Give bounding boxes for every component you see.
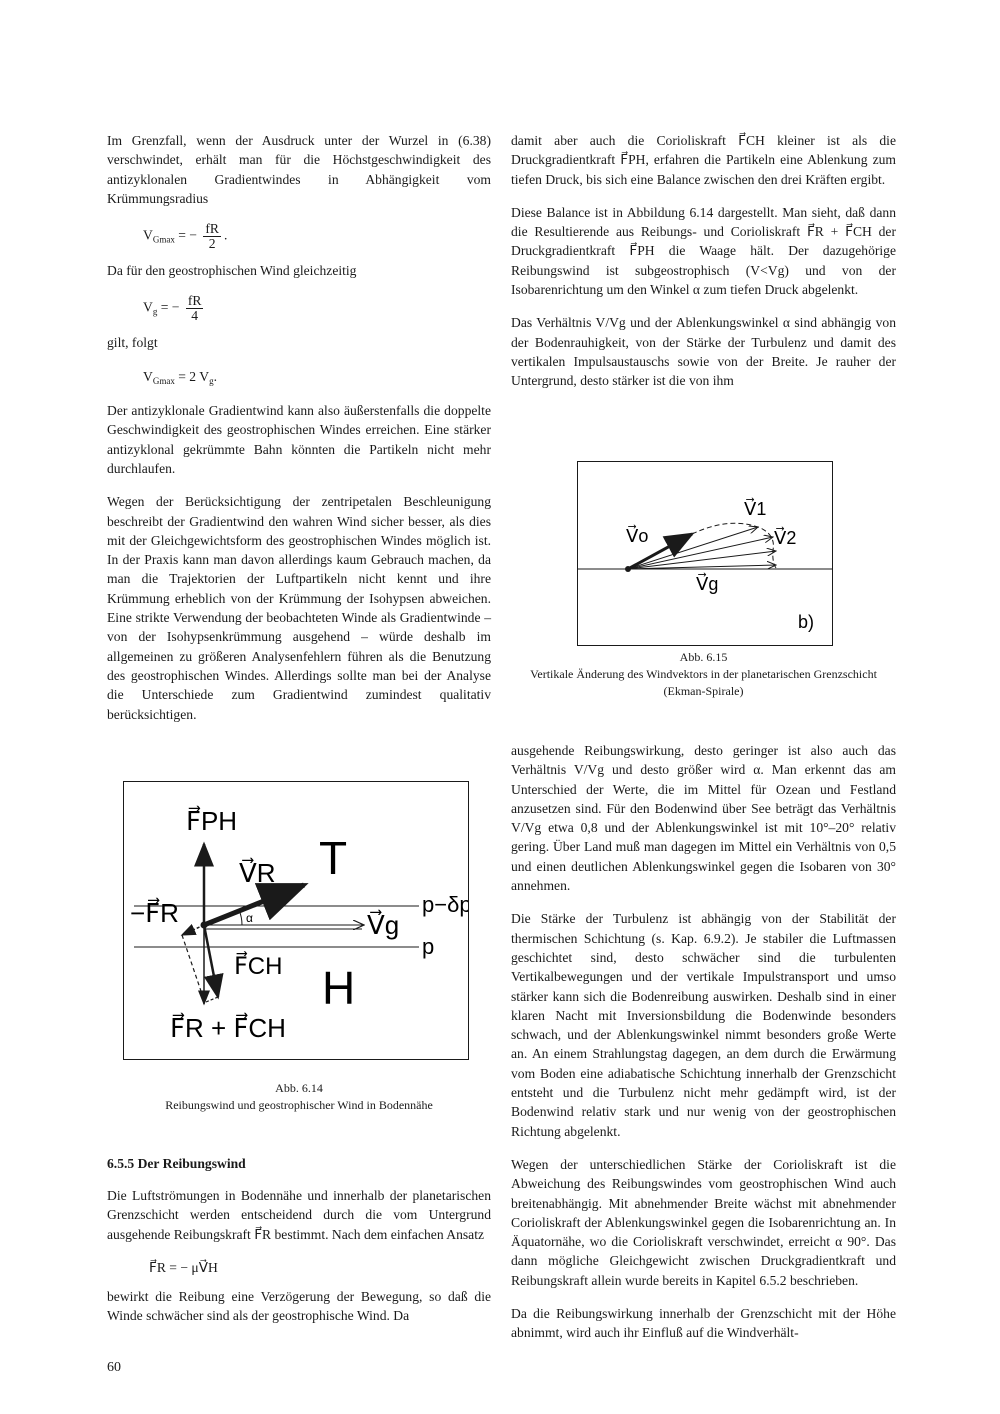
label-T: T: [319, 832, 348, 884]
paragraph: Da für den geostrophischen Wind gleichzeitig: [107, 263, 357, 279]
label-p-minus-dp: p−δp: [422, 892, 468, 917]
label-p: p: [422, 934, 435, 959]
right-column-bottom: [511, 741, 896, 1357]
paragraph: Da die Reibungswirkung innerhalb der Grenzschicht mit der Höhe abnimmt, wird auch ihr Einfluß auf die Windverhält-: [511, 1306, 896, 1341]
paragraph: Wegen der unterschiedlichen Stärke der Corioliskraft ist die Abweichung des Reibungswindes vom geostrophischen Wind auch breitenabhängig. Mit abnehmender Breite wächst mit abnehmender Corioliskraft der Ablenkungswinkel gegen die Isobarenrichtung an. In Äquatornähe, wo die Corioliskraft verschwindet, erreicht α 90°. Das dann mögliche Gleichgewicht zwischen Druckgradientkraft und Reibungskraft allein wurde bereits in Kapitel 6.5.2 beschrieben.: [511, 1156, 896, 1288]
page-number: 60: [107, 1360, 121, 1375]
figure-6-14: [123, 781, 469, 1060]
paragraph: Wegen der Berücksichtigung der zentripetalen Beschleunigung beschreibt der Gradientwind den wahren Wind sicher besser, als dies mit der Gleichgewichtsform des geostrophischen Windes möglich ist. In der Praxis kann man davon allerdings kaum Gebrauch machen, da man die Trajektorien der Luftpartikeln nicht kennt und ihre Krümmung erheblich von der Krümmung der Isohypsen abweichen. Eine strikte Verwendung der beobachteten Winde als Gradientwinde – von der Isohypsenkrümmung ausgehend – würde deshalb im allgemeinen zu größeren Analysenfehlern führen als die Benutzung des geostrophischen Windes. Allerdings sollte man bei der Analyse die Unterschiede zum Gradientwind zumindest qualitativ berücksichtigen.: [107, 494, 491, 722]
label-fch: F⃗CH: [234, 953, 283, 980]
label-vg: V⃗g: [696, 574, 719, 594]
label-v1: V⃗1: [744, 499, 767, 519]
label-fph: F⃗PH: [186, 806, 238, 836]
paragraph: bewirkt die Reibung eine Verzögerung der Bewegung, so daß die Winde schwächer sind als der geostrophische Wind. Da: [107, 1289, 491, 1324]
paragraph: gilt, folgt: [107, 335, 158, 351]
vg-arrow: [628, 565, 776, 569]
fch-arrow: [204, 925, 218, 997]
figure-6-15: [577, 461, 833, 646]
paragraph: Die Luftströmungen in Bodennähe und innerhalb der planetarischen Grenzschicht werden entscheidend durch die vom Untergrund ausgehende Reibungskraft F⃗R bestimmt. Nach dem einfachen Ansatz: [107, 1188, 491, 1242]
vr-arrow: [204, 885, 304, 925]
left-column: [107, 131, 491, 738]
label-fr: −F⃗R: [130, 898, 179, 928]
right-column: [511, 131, 896, 405]
equation-friction: F⃗R = − μV⃗H: [149, 1259, 218, 1275]
label-alpha: α: [246, 911, 253, 925]
label-vg: V⃗g: [367, 910, 400, 940]
paragraph: ausgehende Reibungswirkung, desto geringer ist also auch das Verhältnis V/Vg und desto größer wird α. Man erkennt das am Unterschied der Werte, die im Mittel für Ozean und Festland anzusetzen sind. Für den Bodenwind über See beträgt das Verhältnis V/Vg etwa 0,8 und der Ablenkungswinkel ist mit 10°–20° relativ gering. Über Land muß man dagegen im Mittel ein Verhältnis von 0,5 und einen deutlichen Ablenkungswinkel gegen die Isobaren von 30° annehmen.: [511, 743, 896, 894]
section-heading: 6.5.5 Der Reibungswind: [107, 1156, 246, 1171]
paragraph: Im Grenzfall, wenn der Ausdruck unter der Wurzel in (6.38) verschwindet, erhält man für die Höchstgeschwindigkeit des antizyklonalen Gradientwindes in Abhängigkeit vom Krümmungsradius: [107, 133, 491, 206]
figure-6-15-diagram: [578, 462, 832, 645]
label-b: b): [798, 612, 815, 632]
equation-vg: $V_g$ = − $\frac{fR}{4}$: [143, 293, 202, 324]
paragraph: Der antizyklonale Gradientwind kann also äußerstenfalls die doppelte Geschwindigkeit des geostrophischen Windes erreichen. Eine stärker antizyklonal gekrümmte Bahn könnten die Partikeln nicht mehr durchlaufen.: [107, 403, 491, 476]
paragraph: Die Stärke der Turbulenz ist abhängig von der Stabilität der thermischen Schichtung (s. Kap. 6.9.2). Je stabiler die Luftmassen geschichtet sind, desto schwächer sind die turbulenten Vertikalbewegungen und der vertikale Impulstransport und umso stärker kann sich die Bodenreibung auswirken. Deshalb sind in einer klaren Nacht mit Inversionsbildung die Bodenwinde besonders schwach, und der Ablenkungswinkel nimmt besonders große Werte an. An einem Strahlungstag dagegen, an dem durch die Erwärmung vom Boden eine adiabatische Schichtung innerhalb der Grenzschicht entsteht und die Turbulenz nicht mehr gedämpft wird, ist der Bodenwind relativ stark und nur wenig von der geostrophischen Richtung abgelenkt.: [511, 911, 896, 1139]
paragraph: Das Verhältnis V/Vg und der Ablenkungswinkel α sind abhängig von der Bodenrauhigkeit, von der Stärke der Turbulenz und damit des vertikalen Impulsaustauschs sowie von der Breite. Je rauher der Untergrund, desto stärker ist die von ihm: [511, 315, 896, 389]
paragraph: damit aber auch die Corioliskraft F⃗CH kleiner ist als die Druckgradientkraft F⃗PH, erfahren die Partikeln eine Ablenkung zum tiefen Druck, bis sich eine Balance zwischen den drei Kräften ergibt.: [511, 133, 896, 187]
v2-arrow: [628, 537, 773, 569]
label-v0: V⃗o: [626, 526, 649, 546]
label-vr: V⃗R: [239, 858, 276, 888]
paragraph: Diese Balance ist in Abbildung 6.14 dargestellt. Man sieht, daß dann die Resultierende aus Reibungs- und Corioliskraft F⃗R + F⃗CH der Druckgradientkraft F⃗PH die Waage hält. Der dazugehörige Reibungswind ist subgeostrophisch (V<Vg) und von der Isobarenrichtung um den Winkel α zum tiefen Druck abgelenkt.: [511, 204, 896, 298]
left-column-bottom: [107, 1186, 491, 1340]
equation-result: $V_{Gmax} = 2$ $V_g$.: [143, 368, 217, 386]
figure-6-14-diagram: [124, 782, 468, 1059]
label-v2: V⃗2: [774, 528, 797, 548]
figure-6-14-caption: Abb. 6.14 Reibungswind und geostrophischer Wind in Bodennähe: [165, 1081, 433, 1112]
equation-vgmax: $V_{Gmax}$ = − $\frac{fR}{2}$ .: [143, 221, 228, 252]
figure-6-15-caption: Abb. 6.15 Vertikale Änderung des Windvektors in der planetarischen Grenzschicht (Ekman-Spirale): [530, 650, 877, 698]
label-sum: F⃗R + F⃗CH: [170, 1013, 286, 1043]
label-H: H: [322, 962, 356, 1014]
fr-arrow: [182, 925, 204, 935]
